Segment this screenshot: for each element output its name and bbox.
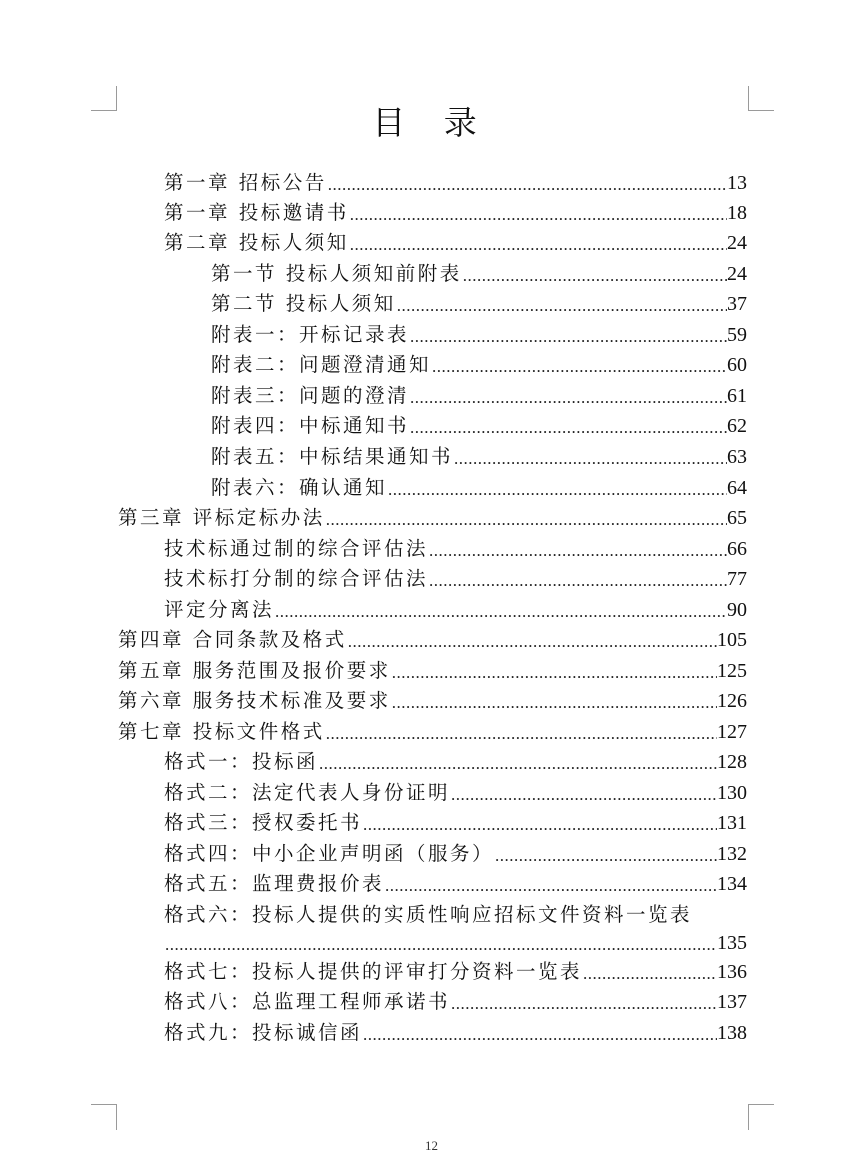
crop-mark-bottom-right: [748, 1104, 774, 1130]
toc-entry[interactable]: [118, 625, 747, 655]
toc-entry-label[interactable]: 格式六：投标人提供的实质性响应招标文件资料一览表: [164, 903, 693, 926]
toc-entry-label: 评定分离法: [164, 598, 275, 621]
toc-leader-dots: [325, 507, 727, 533]
toc-leader-dots: [409, 385, 727, 411]
toc-entry-page: 63: [727, 446, 747, 468]
toc-entry-page: 59: [727, 324, 747, 346]
toc-entry[interactable]: [118, 503, 747, 533]
toc-entry-page: 128: [717, 751, 747, 773]
toc-entry[interactable]: [164, 957, 747, 987]
toc-leader-dots: [362, 1022, 717, 1048]
toc-entry-page: 130: [717, 782, 747, 804]
toc-entry[interactable]: [211, 259, 747, 289]
toc-entry[interactable]: [164, 534, 747, 564]
toc-leader-dots: [428, 568, 727, 594]
toc-entry-page: 131: [717, 812, 747, 834]
toc-entry[interactable]: [164, 198, 747, 228]
toc-entry[interactable]: [164, 595, 747, 625]
toc-leader-dots: [391, 660, 717, 686]
toc-leader-dots: [362, 812, 717, 838]
toc-leader-dots: [384, 873, 717, 899]
toc-entry-label: 第二章 投标人须知: [164, 231, 349, 254]
toc-leader-dots: [347, 629, 717, 655]
toc-leader-dots: [274, 599, 727, 625]
toc-leader-dots: [450, 782, 717, 808]
toc-entry-page: 64: [727, 477, 747, 499]
toc-entry-label: 格式五：监理费报价表: [164, 872, 385, 895]
toc-entry[interactable]: [211, 289, 747, 319]
toc-entry[interactable]: [118, 656, 747, 686]
toc-entry[interactable]: [164, 168, 747, 198]
toc-entry[interactable]: [164, 869, 747, 899]
toc-leader-dots: [325, 721, 717, 747]
toc-entry-label: 格式八：总监理工程师承诺书: [164, 990, 451, 1013]
toc-entry-page: 77: [727, 568, 747, 590]
toc-entry[interactable]: [211, 350, 747, 380]
toc-leader-dots: [450, 991, 717, 1017]
toc-entry-label: 格式四：中小企业声明函（服务）: [164, 842, 495, 865]
toc-entry-label: 第六章 服务技术标准及要求: [118, 689, 391, 712]
toc-leader-dots: [318, 751, 717, 777]
toc-entry-page: 13: [727, 172, 747, 194]
toc-leader-dots: [327, 172, 727, 198]
page-number: 12: [425, 1138, 438, 1153]
toc-entry-label: 附表五：中标结果通知书: [211, 445, 454, 468]
toc-entry-page: 135: [717, 932, 747, 954]
toc-leader-dots: [431, 354, 727, 380]
toc-entry-page: 125: [717, 660, 747, 682]
toc-entry-label: 格式二：法定代表人身份证明: [164, 781, 451, 804]
toc-entry-page: 134: [717, 873, 747, 895]
toc-entry-label: 技术标打分制的综合评估法: [164, 567, 429, 590]
toc-leader-dots: [164, 932, 717, 958]
toc-entry[interactable]: [164, 778, 747, 808]
toc-entry[interactable]: [164, 808, 747, 838]
toc-entry-label: 格式七：投标人提供的评审打分资料一览表: [164, 960, 583, 983]
toc-entry[interactable]: [164, 1018, 747, 1048]
toc-entry-label: 第一章 投标邀请书: [164, 201, 349, 224]
toc-entry-page: 62: [727, 415, 747, 437]
toc-entry[interactable]: [164, 839, 747, 869]
toc-entry-label: 附表三：问题的澄清: [211, 384, 410, 407]
toc-leader-dots: [494, 843, 717, 869]
toc-entry-page: 105: [717, 629, 747, 651]
toc-entry-page: 90: [727, 599, 747, 621]
toc-entry[interactable]: [118, 717, 747, 747]
toc-entry-page: 138: [717, 1022, 747, 1044]
toc-entry[interactable]: [211, 381, 747, 411]
toc-leader-dots: [462, 263, 727, 289]
toc-entry[interactable]: [164, 987, 747, 1017]
toc-entry[interactable]: [211, 442, 747, 472]
toc-entry-label: 附表四：中标通知书: [211, 414, 410, 437]
toc-entry[interactable]: [211, 411, 747, 441]
toc-leader-dots: [409, 415, 727, 441]
toc-leader-dots: [582, 961, 717, 987]
toc-entry[interactable]: [164, 928, 747, 958]
toc-entry-label: 第一节 投标人须知前附表: [211, 262, 462, 285]
toc-leader-dots: [428, 538, 727, 564]
toc-leader-dots: [396, 293, 727, 319]
toc-entry-page: 136: [717, 961, 747, 983]
toc-entry-page: 61: [727, 385, 747, 407]
toc-entry-page: 137: [717, 991, 747, 1013]
toc-entry-label: 第三章 评标定标办法: [118, 506, 325, 529]
toc-entry-label: 第五章 服务范围及报价要求: [118, 659, 391, 682]
crop-mark-bottom-left: [91, 1104, 117, 1130]
toc-entry-label: 格式九：投标诚信函: [164, 1021, 363, 1044]
toc-entry[interactable]: [164, 564, 747, 594]
toc-leader-dots: [349, 232, 727, 258]
toc-entry-page: 126: [717, 690, 747, 712]
toc-leader-dots: [409, 324, 727, 350]
toc-entry-page: 24: [727, 232, 747, 254]
toc-entry-label: 格式一：投标函: [164, 750, 319, 773]
toc-entry-label: 第二节 投标人须知: [211, 292, 396, 315]
toc-entry-label: 附表二：问题澄清通知: [211, 353, 432, 376]
toc-title: 目 录: [372, 103, 491, 142]
toc-entry-page: 65: [727, 507, 747, 529]
toc-entry-page: 18: [727, 202, 747, 224]
toc-entry-label: 技术标通过制的综合评估法: [164, 537, 429, 560]
toc-entry-label: 附表六：确认通知: [211, 476, 388, 499]
toc-entry[interactable]: [164, 228, 747, 258]
toc-leader-dots: [387, 477, 727, 503]
toc-leader-dots: [349, 202, 727, 228]
toc-entry-label: 附表一：开标记录表: [211, 323, 410, 346]
toc-entry[interactable]: [211, 473, 747, 503]
toc-entry-label: 第四章 合同条款及格式: [118, 628, 347, 651]
toc-entry-page: 66: [727, 538, 747, 560]
toc-entry-page: 37: [727, 293, 747, 315]
toc-entry[interactable]: [118, 686, 747, 716]
toc-entry-label: 第七章 投标文件格式: [118, 720, 325, 743]
toc-entry[interactable]: [164, 747, 747, 777]
toc-entry-page: 60: [727, 354, 747, 376]
toc-entry-page: 127: [717, 721, 747, 743]
toc-leader-dots: [391, 690, 717, 716]
toc-leader-dots: [453, 446, 727, 472]
toc-entry-page: 24: [727, 263, 747, 285]
toc-entry-page: 132: [717, 843, 747, 865]
toc-entry[interactable]: [211, 320, 747, 350]
toc-entry-label: 第一章 招标公告: [164, 171, 327, 194]
toc-entry-label: 格式三：授权委托书: [164, 811, 363, 834]
